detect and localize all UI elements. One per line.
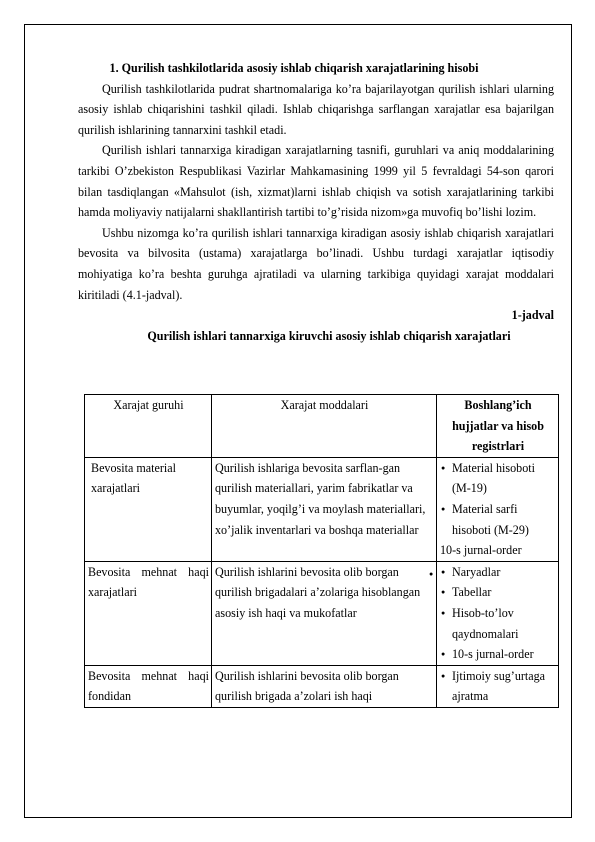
list-item: ● Material sarfi hisoboti (M-29) (440, 499, 556, 540)
table-title: Qurilish ishlari tannarxiga kiruvchi asosiy ishlab chiqarish xarajatlari (147, 328, 511, 343)
list-item: ● 10-s jurnal-order (440, 644, 556, 665)
row-items-cell (212, 561, 437, 665)
paragraph-2: Qurilish ishlari tannarxiga kiradigan xarajatlarning tasnifi, guruhlari va aniq moddalarining tarkibi O’zbekiston Respublikasi Vazirlar Mahkamasining 1999 yil 5 fevraldagi 54-son qarori bilan tasdiqlangan «Mahsulot (ish, xizmat)larni ishlab chiqish va sotish xarajatlarining tarkibi hamda moliyaviy natijalarni shakllantirish tartibi to’g’risida nizom»ga muvofiq bo’lishi lozim. (78, 143, 554, 220)
expenses-table (84, 394, 559, 708)
list-item: ● Hisob-to’lov qaydnomalari (440, 603, 556, 644)
table-row (85, 665, 559, 707)
document-body (78, 58, 554, 346)
table-header-row (85, 395, 559, 458)
table-number: 1-jadval (511, 308, 554, 323)
row-group-cell (85, 457, 212, 561)
row-items-text: Qurilish ishlarini bevosita olib borgan qurilish brigadalari a’zolariga hisoblangan asosiy ish haqi va mukofatlar (215, 564, 421, 620)
row-items-text: Qurilish ishlariga bevosita sarflan-gan qurilish materiallari, yarim fabrikatlar va buyumlar, yoqilg’i va moylash materiallari, xo’jalik inventarlari va boshqa materiallar (215, 460, 426, 537)
table-row (85, 457, 559, 561)
row-group-cell (85, 561, 212, 665)
row-docs-cell (437, 665, 559, 707)
row-items-cell (212, 665, 437, 707)
row-items-cell (212, 457, 437, 561)
row-group-text: Bevosita material xarajatlari (91, 460, 176, 496)
list-item: ● Naryadlar (440, 562, 556, 583)
row-group-cell (85, 665, 212, 707)
row-group-text: Bevosita mehnat haqi fondidan (88, 668, 209, 704)
list-item: ● Material hisoboti (M-19) (440, 458, 556, 499)
list-item: 10-s jurnal-order (440, 543, 522, 558)
bullet-icon: ● (429, 569, 434, 578)
row-docs-cell (437, 561, 559, 665)
table-row (85, 561, 559, 665)
list-item: ● Tabellar (440, 582, 556, 603)
section-title: 1. Qurilish tashkilotlarida asosiy ishlab chiqarish xarajatlarining hisobi (109, 61, 479, 75)
paragraph-3: Ushbu nizomga ko’ra qurilish ishlari tannarxiga kiradigan asosiy ishlab chiqarish xarajatlari bevosita va bilvosita (ustama) xarajatlarga bo’linadi. Ushbu turdagi xarajatlar iqtisodiy mohiyatiga ko’ra beshta guruhga ajratiladi va ularning tarkibiga quyidagi xarajat moddalari kiritiladi (4.1-jadval). (78, 225, 554, 302)
header-group: Xarajat guruhi (85, 395, 212, 458)
row-items-text: Qurilish ishlarini bevosita olib borgan qurilish brigada a’zolari ish haqi (215, 668, 399, 704)
row-group-text: Bevosita mehnat haqi xarajatlari (88, 564, 209, 600)
paragraph-1: Qurilish tashkilotlarida pudrat shartnomalariga ko’ra bajarilayotgan qurilish ishlari ularning asosiy ishlab chiqarishini tashkil qiladi. Ishlab chiqarishga sarflangan xarajatlar esa bajarilgan qurilish ishlarining tannarxini tashkil etadi. (78, 81, 554, 137)
header-items: Xarajat moddalari (212, 395, 437, 458)
list-item: ● Ijtimoiy sug’urtaga ajratma (440, 666, 556, 707)
header-docs: Boshlang’ich hujjatlar va hisob registrlari (437, 395, 559, 458)
